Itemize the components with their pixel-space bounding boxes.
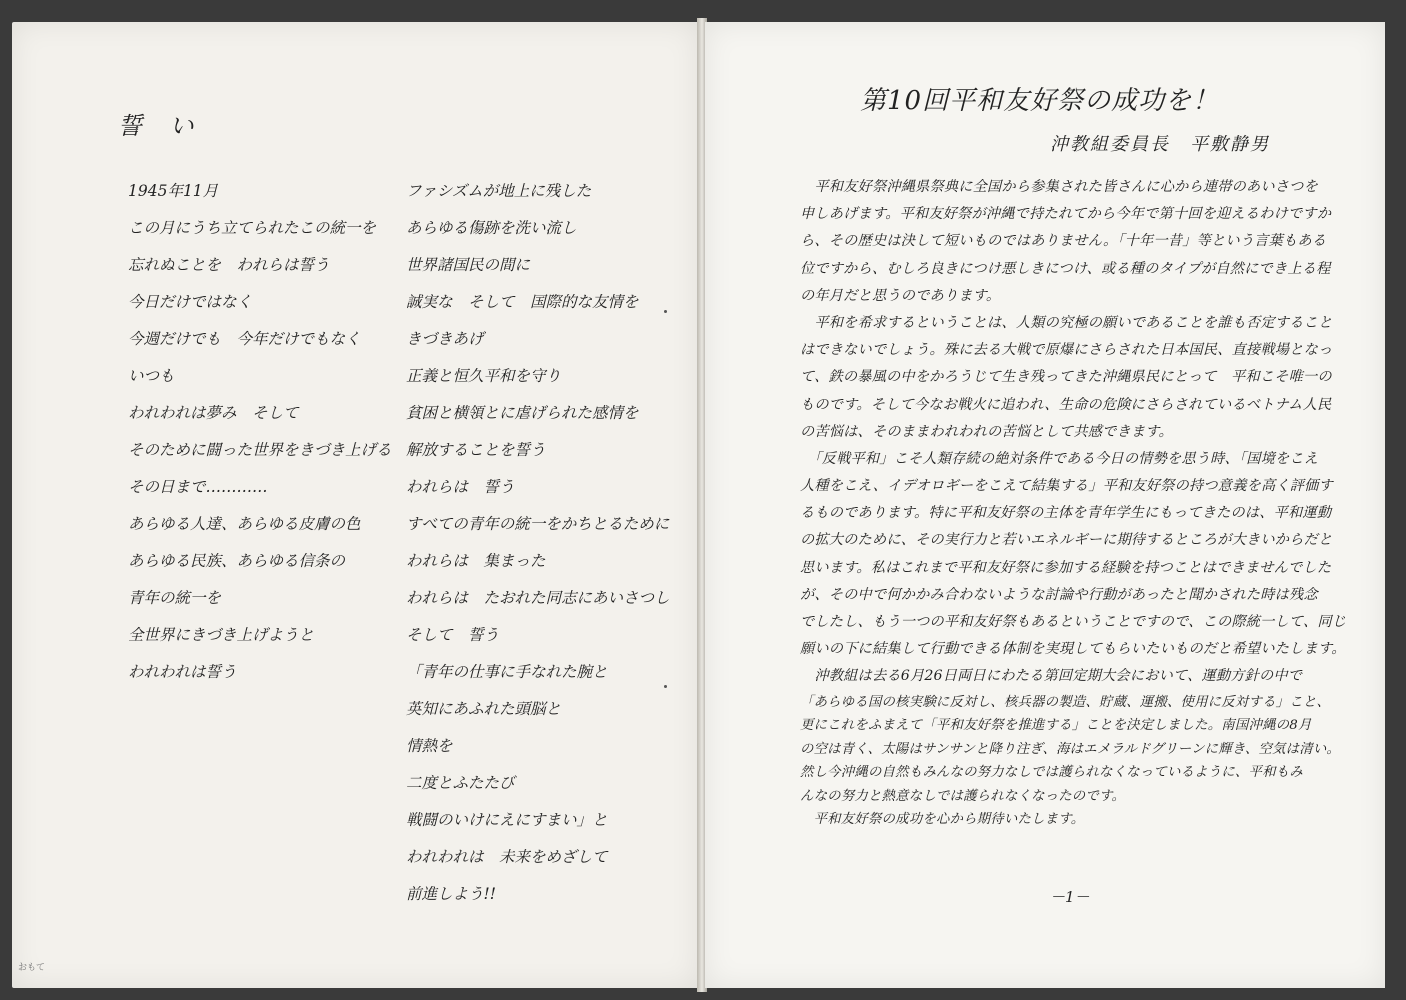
article-line: 然し今沖縄の自然もみんなの努力なしでは護られなくなっているように、平和もみ — [800, 765, 1303, 781]
staple-hole — [664, 685, 667, 688]
poem-line: そのために闘った世界をきづき上げる — [128, 441, 392, 459]
poem-line: 情熱を — [406, 737, 453, 755]
poem-line: この月にうち立てられたこの統一を — [128, 219, 377, 237]
poem-line: 忘れぬことを われらは誓う — [128, 256, 330, 274]
article-line: ものです。そして今なお戦火に追われ、生命の危険にさらされているベトナム人民 — [800, 396, 1332, 413]
article-line: の苦悩は、そのままわれわれの苦悩として共感できます。 — [800, 423, 1173, 440]
article-line: が、その中で何かかみ合わないような討論や行動があったと聞かされた時は残念 — [800, 586, 1318, 603]
poem-line: その日まで………… — [128, 478, 268, 496]
article-line: 「あらゆる国の核実験に反対し、核兵器の製造、貯蔵、運搬、使用に反対する」こと、 — [800, 694, 1331, 710]
poem-line: 英知にあふれた頭脳と — [406, 700, 562, 718]
article-body — [800, 174, 1365, 832]
poem-line: あらゆる人達、あらゆる皮膚の色 — [128, 515, 361, 533]
article-line: の年月だと思うのであります。 — [800, 287, 1001, 304]
poem-line: そして 誓う — [406, 626, 500, 644]
article-line: るものであります。特に平和友好祭の主体を青年学生にもってきたのは、平和運動 — [800, 505, 1332, 522]
article-line: 申しあげます。平和友好祭が沖縄で持たれてから今年で第十回を迎えるわけですか — [800, 206, 1332, 223]
poem-line: 「青年の仕事に手なれた腕と — [406, 663, 608, 681]
article-line: 「反戦平和」こそ人類存続の絶対条件である今日の情勢を思う時、「国境をこえ — [800, 450, 1319, 467]
article-line: 願いの下に結集して行動できる体制を実現してもらいたいものだと希望いたします。 — [800, 641, 1346, 658]
article-line: の拡大のために、その実行力と若いエネルギーに期待するところが大きいからだと — [800, 532, 1333, 549]
article-line: 人種をこえ、イデオロギーをこえて結集する」平和友好祭の持つ意義を高く評価す — [800, 478, 1333, 495]
poem-line: 1945年11月 — [128, 182, 219, 200]
article-line: はできないでしょう。殊に去る大戦で原爆にさらされた日本国民、直接戦場となっ — [800, 342, 1333, 359]
article-title: 第10回平和友好祭の成功を！ — [860, 86, 1220, 116]
poem-line: 前進しよう!! — [406, 885, 496, 903]
poem-line: 戦闘のいけにえにすまい」と — [406, 811, 608, 829]
poem-line: 貧困と横領とに虐げられた感情を — [406, 404, 639, 422]
poem-line: 今週だけでも 今年だけでもなく — [128, 330, 361, 348]
poem-line: いつも — [128, 367, 175, 385]
article-author: 沖教組委員長 平敷静男 — [1050, 134, 1270, 155]
article-line: て、鉄の暴風の中をかろうじて生き残ってきた沖縄県民にとって 平和こそ唯一の — [800, 369, 1332, 386]
poem-line: 全世界にきづき上げようと — [128, 626, 315, 644]
article-line: んなの努力と熱意なしでは護られなくなったのです。 — [800, 788, 1126, 804]
poem-line: 二度とふたたび — [406, 774, 515, 792]
article-line: 更にこれをふまえて「平和友好祭を推進する」ことを決定しました。南国沖縄の8月 — [800, 718, 1312, 734]
staple-hole — [664, 310, 667, 313]
article-line: ら、その歴史は決して短いものではありません。「十年一昔」等という言葉もある — [800, 233, 1327, 250]
poem-line: われらは 集まった — [406, 552, 546, 570]
poem-line: われらは たおれた同志にあいさつし — [406, 589, 670, 607]
article-line: 沖教組は去る6月26日両日にわたる第回定期大会において、運動方針の中で — [800, 668, 1303, 685]
article-line: の空は青く、太陽はサンサンと降り注ぎ、海はエメラルドグリーンに輝き、空気は清い。 — [800, 741, 1341, 757]
poem-line: 正義と恒久平和を守り — [406, 367, 562, 385]
poem-line: きづきあげ — [406, 330, 484, 348]
poem-line: ファシズムが地上に残した — [406, 182, 592, 200]
poem-line: 世界諸国民の間に — [406, 256, 531, 274]
poem-line: われわれは誓う — [128, 663, 237, 681]
oath-column-right — [406, 178, 676, 918]
poem-line: われわれは夢み そして — [128, 404, 299, 422]
oath-title: 誓 い — [118, 112, 204, 140]
article-line: でしたし、もう一つの平和友好祭もあるということですので、この際統一して、同じ — [800, 614, 1347, 630]
article-line: 思います。私はこれまで平和友好祭に参加する経験を持つことはできませんでした — [800, 559, 1332, 576]
poem-line: すべての青年の統一をかちとるために — [406, 515, 670, 533]
article-line: 平和を希求するということは、人類の究極の願いであることを誰も否定すること — [800, 314, 1333, 331]
poem-line: あらゆる民族、あらゆる信条の — [128, 552, 346, 570]
poem-line: われらは 誓う — [406, 478, 515, 496]
poem-line: 誠実な そして 国際的な友情を — [406, 293, 639, 311]
poem-line: あらゆる傷跡を洗い流し — [406, 219, 577, 237]
oath-column-left — [128, 178, 392, 696]
poem-line: 今日だけではなく — [128, 293, 253, 311]
corner-mark: おもて — [18, 963, 46, 973]
poem-line: われわれは 未来をめざして — [406, 848, 608, 866]
article-line: 位ですから、むしろ良きにつけ悪しきにつけ、或る種のタイプが自然にでき上る程 — [800, 260, 1331, 277]
article-line: 平和友好祭の成功を心から期待いたします。 — [800, 812, 1085, 828]
poem-line: 青年の統一を — [128, 589, 222, 607]
article-line: 平和友好祭沖縄県祭典に全国から参集された皆さんに心から連帯のあいさつを — [800, 179, 1318, 195]
poem-line: 解放することを誓う — [406, 441, 546, 459]
page-number: －1－ — [1050, 888, 1090, 906]
